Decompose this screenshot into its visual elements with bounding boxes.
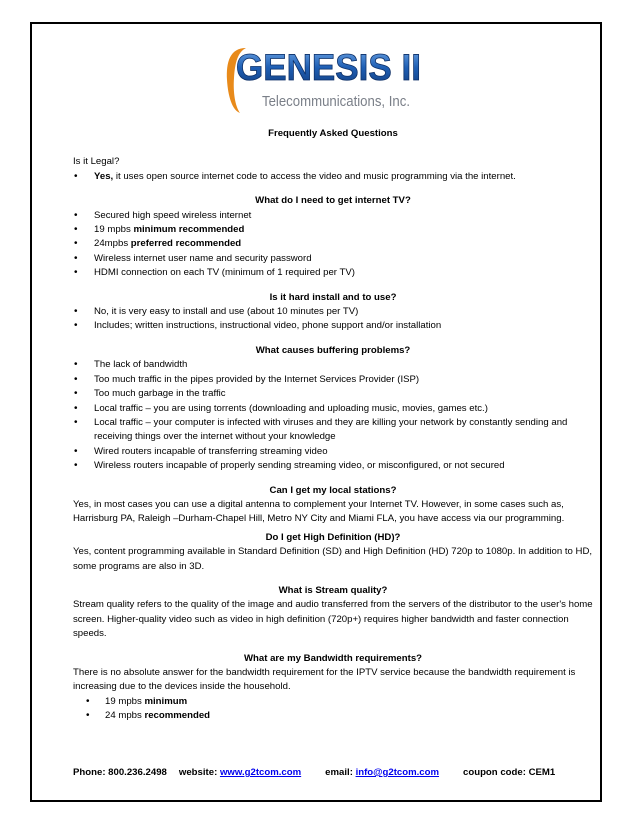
bandwidth-list — [73, 695, 593, 724]
footer-website-label: website: — [178, 767, 218, 778]
list-item: • Includes; written instructions, instructional video, phone support and/or installation — [73, 319, 593, 333]
list-item: • Too much garbage in the traffic — [73, 387, 593, 401]
list-item: • HDMI connection on each TV (minimum of 1 required per TV) — [73, 266, 593, 280]
hd-body: Yes, content programming available in Standard Definition (SD) and High Definition (HD) 720p to 1080p. In addition to HD, some programs are also in 3D. — [73, 546, 593, 572]
list-item: • Wireless routers incapable of properly sending streaming video, or misconfigured, or not secured — [73, 459, 593, 473]
list-item: • No, it is very easy to install and use (about 10 minutes per TV) — [73, 305, 593, 319]
list-item: • Local traffic – your computer is infected with viruses and they are killing your network by constantly sending and receiving things over the internet without your knowledge — [73, 416, 593, 445]
local-heading: Can I get my local stations? — [269, 484, 397, 496]
buffering-list — [73, 358, 593, 473]
genesis-logo — [222, 40, 427, 115]
list-item: • Wireless internet user name and security password — [73, 252, 593, 266]
bandwidth-body: There is no absolute answer for the bandwidth requirement for the IPTV service because the bandwidth requirement is increasing due to the devices inside the household. — [73, 667, 576, 693]
list-item: • Local traffic – you are using torrents (downloading and uploading music, movies, games etc.) — [73, 402, 593, 416]
list-item: • 24mpbs preferred recommended — [73, 237, 593, 251]
install-list — [73, 305, 593, 334]
list-item: • Wired routers incapable of transferring streaming video — [73, 445, 593, 459]
website-link[interactable]: www.g2tcom.com — [219, 767, 302, 778]
list-item: • 19 mpbs minimum — [73, 695, 593, 709]
page-title: Frequently Asked Questions — [268, 128, 398, 139]
list-item: • 19 mpbs minimum recommended — [73, 223, 593, 237]
footer-email-label: email: — [325, 767, 353, 778]
email-link[interactable]: info@g2tcom.com — [355, 767, 440, 778]
legal-question: Is it Legal? — [73, 156, 120, 168]
footer-phone: Phone: 800.236.2498 — [73, 767, 167, 778]
hd-heading: Do I get High Definition (HD)? — [265, 531, 401, 543]
logo-title: GENESIS II — [236, 47, 421, 88]
logo-subtitle: Telecommunications, Inc. — [262, 93, 410, 110]
legal-section — [73, 155, 593, 184]
list-item: • Secured high speed wireless internet — [73, 209, 593, 223]
list-item: • 24 mpbs recommended — [73, 709, 593, 723]
stream-heading: What is Stream quality? — [278, 584, 388, 596]
bandwidth-heading: What are my Bandwidth requirements? — [243, 652, 423, 664]
stream-body: Stream quality refers to the quality of the image and audio transferred from the servers of the distributor to the user's home screen. Higher-quality video such as video in high definition (720p+) requires higher bandwidth and faster connection speeds. — [73, 599, 593, 640]
list-item: • Too much traffic in the pipes provided by the Internet Services Provider (ISP) — [73, 373, 593, 387]
buffering-heading: What causes buffering problems? — [255, 344, 411, 356]
footer-coupon: coupon code: CEM1 — [463, 767, 556, 778]
need-heading: What do I need to get internet TV? — [255, 195, 411, 207]
install-heading: Is it hard install and to use? — [269, 291, 397, 303]
legal-answer: • Yes, it uses open source internet code to access the video and music programming via the internet. — [73, 170, 593, 184]
faq-content — [73, 127, 593, 724]
contact-footer — [73, 767, 593, 778]
need-list — [73, 209, 593, 281]
local-body: Yes, in most cases you can use a digital antenna to complement your Internet TV. However, in some cases such as, Harrisburg PA, Raleigh –Durham-Chapel Hill, Metro NY City and Miami FLA, you have access via our programming. — [73, 498, 565, 525]
list-item: • The lack of bandwidth — [73, 358, 593, 372]
